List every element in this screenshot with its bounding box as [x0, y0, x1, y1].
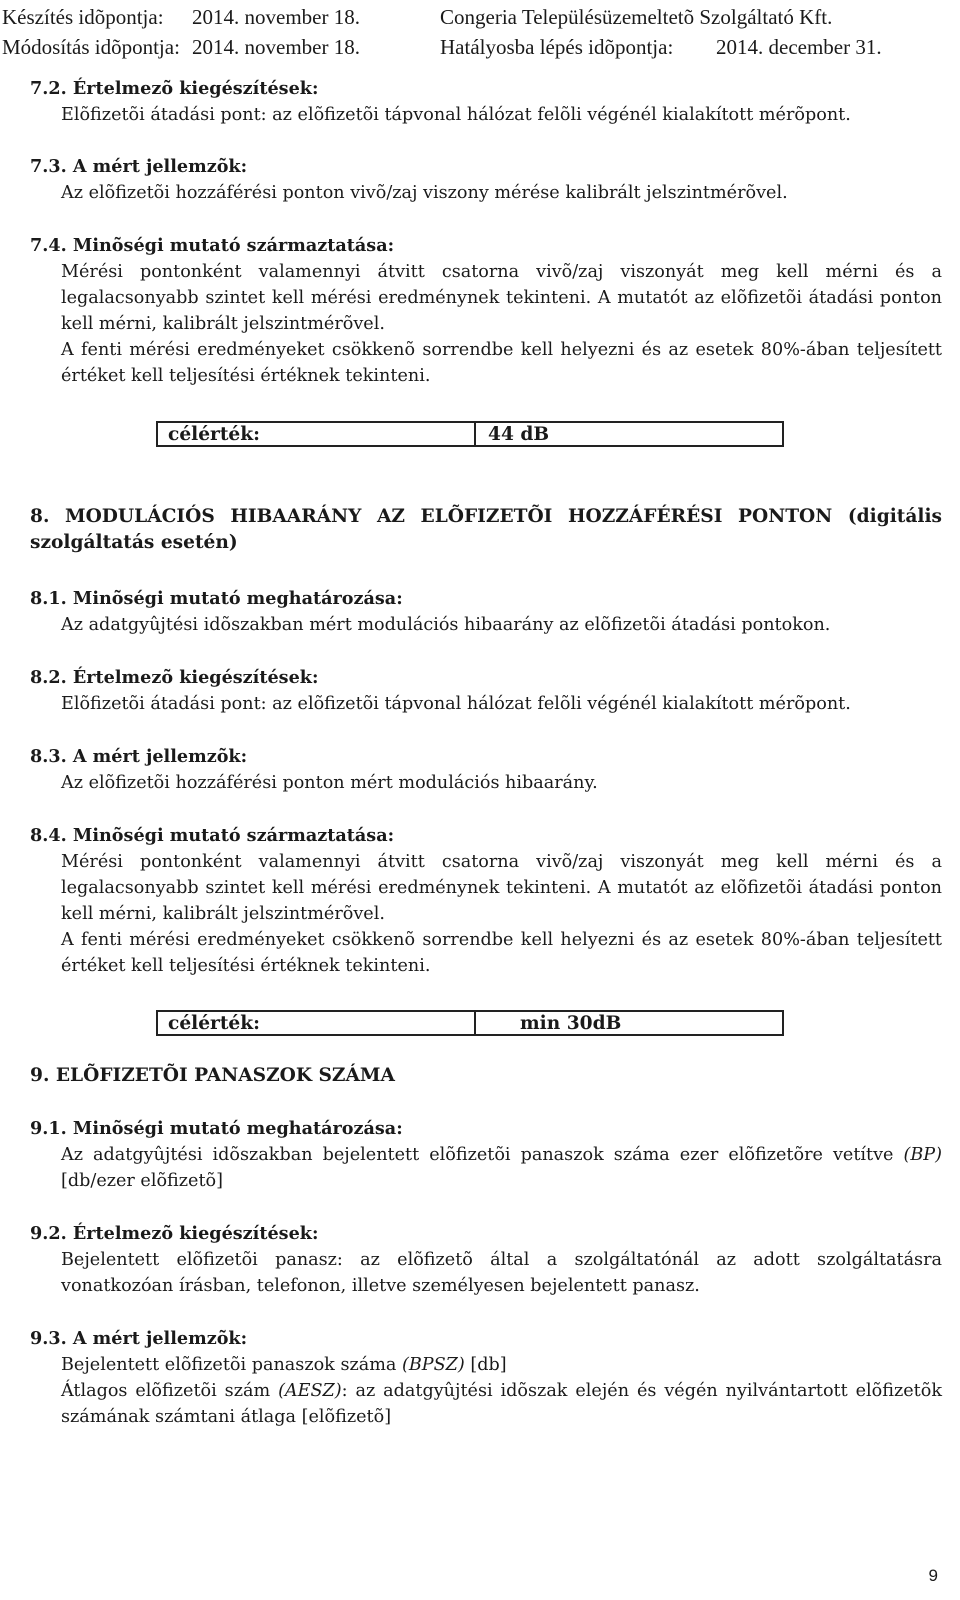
section-text: Az adatgyûjtési idõszakban mért modulációs hibaarány az elõfizetõi átadási pontokon. [61, 615, 831, 635]
section-paragraph: Mérési pontonként valamennyi átvitt csatorna vivõ/zaj viszonyát meg kell mérni és a legalacsonyabb szintet kell mérési eredménynek tekinteni. A mutatót az elõfizetõi átadási ponton kell mérni, kalibrált jelszintmérõvel. [61, 262, 942, 334]
section-9-heading: 9. ELÕFIZETÕI PANASZOK SZÁMA [30, 1065, 395, 1086]
abbreviation: (AESZ) [278, 1381, 342, 1401]
section-text: Bejelentett elõfizetõi panasz: az elõfizetõ által a szolgáltatónál az adott szolgáltatásra vonatkozóan írásban, telefonon, illetve személyesen bejelentett panasz. [61, 1250, 942, 1296]
section-paragraph: A fenti mérési eredményeket csökkenõ sorrendbe kell helyezni és az esetek 80%-ában teljesített értéket kell teljesítési értéknek tekinteni. [61, 930, 942, 976]
target-label: célérték: [158, 423, 476, 445]
section-title: 8.4. Minõségi mutató származtatása: [30, 825, 395, 846]
text-run: [db] [464, 1355, 507, 1375]
section-title: 9.1. Minõségi mutató meghatározása: [30, 1118, 403, 1139]
section-8-4 [30, 823, 942, 979]
section-title: 7.2. Értelmezõ kiegészítések: [30, 78, 319, 99]
section-text [30, 1378, 942, 1430]
effective-date: 2014. december 31. [716, 35, 882, 59]
effective-label: Hatályosba lépés idõpontja: [440, 35, 674, 59]
section-text: Elõfizetõi átadási pont: az elõfizetõi tápvonal hálózat felõli végénél kialakított mérõpont. [61, 694, 851, 714]
target-value: 44 dB [488, 424, 550, 445]
section-title: 9.2. Értelmezõ kiegészítések: [30, 1223, 319, 1244]
modified-label: Módosítás idõpontja: [2, 35, 180, 59]
section-title: 8.3. A mért jellemzõk: [30, 746, 248, 767]
target-value-box [156, 421, 784, 447]
section-7-3 [30, 154, 942, 206]
target-label: célérték: [158, 1012, 476, 1034]
section-9-1 [30, 1116, 942, 1194]
target-value: min 30dB [520, 1013, 622, 1034]
created-date: 2014. november 18. [192, 5, 360, 29]
section-paragraph: A fenti mérési eredményeket csökkenõ sorrendbe kell helyezni és az esetek 80%-ában teljesített értéket kell teljesítési értéknek tekinteni. [61, 340, 942, 386]
section-paragraph: Mérési pontonként valamennyi átvitt csatorna vivõ/zaj viszonyát meg kell mérni és a legalacsonyabb szintet kell mérési eredménynek tekinteni. A mutatót az elõfizetõi átadási ponton kell mérni, kalibrált jelszintmérõvel. [61, 852, 942, 924]
text-run: Bejelentett elõfizetõi panaszok száma [61, 1355, 402, 1375]
section-title: 7.4. Minõségi mutató származtatása: [30, 235, 395, 256]
page-number: 9 [928, 1566, 938, 1585]
section-title: 9.3. A mért jellemzõk: [30, 1328, 248, 1349]
section-text: Az elõfizetõi hozzáférési ponton vivõ/zaj viszony mérése kalibrált jelszintmérõvel. [61, 183, 788, 203]
section-8-2 [30, 665, 942, 717]
section-line [30, 1352, 942, 1378]
section-8-3 [30, 744, 942, 796]
target-value-box [156, 1010, 784, 1036]
section-7-2 [30, 76, 942, 128]
company-name: Congeria Településüzemeltetõ Szolgáltató Kft. [440, 5, 833, 29]
text-run: [db/ezer elõfizetõ] [61, 1171, 223, 1191]
section-title: 7.3. A mért jellemzõk: [30, 156, 248, 177]
section-9-3 [30, 1326, 942, 1430]
section-text [30, 1142, 942, 1194]
abbreviation: (BPSZ) [402, 1355, 465, 1375]
created-label: Készítés idõpontja: [2, 5, 164, 29]
text-run: Az adatgyûjtési idõszakban bejelentett elõfizetõi panaszok száma ezer elõfizetõre vetítve [61, 1145, 904, 1165]
section-9-2 [30, 1221, 942, 1299]
text-run: : az adatgyûjtési idõszak elején és végén nyilvántartott elõfizetõk számának számtani átlaga [elõfizetõ] [61, 1381, 942, 1427]
section-text: Elõfizetõi átadási pont: az elõfizetõi tápvonal hálózat felõli végénél kialakított mérõpont. [61, 105, 851, 125]
modified-date: 2014. november 18. [192, 35, 360, 59]
text-run: Átlagos elõfizetõi szám [61, 1381, 279, 1401]
section-7-4 [30, 233, 942, 389]
section-title: 8.1. Minõségi mutató meghatározása: [30, 588, 403, 609]
abbreviation: (BP) [903, 1145, 942, 1165]
section-title: 8.2. Értelmezõ kiegészítések: [30, 667, 319, 688]
section-text: Az elõfizetõi hozzáférési ponton mért modulációs hibaarány. [61, 773, 598, 793]
section-8-1 [30, 586, 942, 638]
section-8-heading: 8. MODULÁCIÓS HIBAARÁNY AZ ELÕFIZETÕI HOZZÁFÉRÉSI PONTON (digitális szolgáltatás esetén) [30, 506, 942, 553]
